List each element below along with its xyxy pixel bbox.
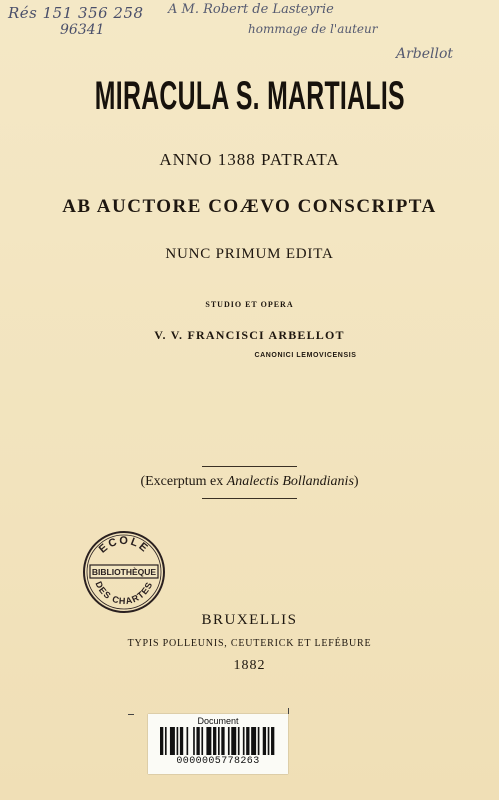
stamp-middle-text: BIBLIOTHÈQUE [91,567,157,577]
label-corner-mark [288,708,289,714]
barcode-bar [243,727,245,755]
subtitle-anno: ANNO 1388 PATRATA [159,150,340,169]
barcode-bar [268,727,270,755]
barcode-bar [228,727,230,755]
barcode-bar [187,727,189,755]
excerpt-note [0,474,499,490]
author-signature: Arbellot [396,46,454,62]
barcode-bar [196,727,199,755]
divider-bottom [202,498,297,499]
barcode-bar [251,727,256,755]
studio-line: STUDIO ET OPERA [205,300,294,309]
barcode-bar [231,727,236,755]
barcode-bar [193,727,195,755]
dedication-line-2: hommage de l'auteur [248,22,378,36]
imprint-printer: TYPIS POLLEUNIS, CEUTERICK ET LEFÉBURE [127,638,372,649]
barcode-bar [213,727,216,755]
barcode-bar [238,727,240,755]
author-title: CANONICI LEMOVICENSIS [254,352,357,359]
barcode-bar [170,727,175,755]
excerpt-prefix: (Excerptum ex [140,474,227,489]
subtitle-auctore: AB AUCTORE COÆVO CONSCRIPTA [62,196,437,217]
barcode-bar [218,727,220,755]
dedication-line-1: A M. Robert de Lasteyrie [168,2,334,17]
barcode-heading: Document [197,716,239,726]
divider-top [202,466,297,467]
stamp-bottom-text: DES CHARTES [93,579,155,607]
label-corner-mark [128,714,134,715]
excerpt-suffix: ) [353,474,359,489]
barcode-bar [177,727,179,755]
barcode-icon [160,727,276,755]
barcode-number: 0000005778263 [176,756,260,767]
barcode-label [148,714,288,774]
barcode-bar [201,727,203,755]
barcode-bar [206,727,211,755]
shelfmark-number-handwritten: 96341 [60,22,105,38]
barcode-bar [258,727,260,755]
imprint-city: BRUXELLIS [201,612,298,628]
stamp-top-text: ECOLE [96,534,152,556]
subtitle-nunc: NUNC PRIMUM EDITA [165,246,334,262]
barcode-bar [165,727,167,755]
barcode-bar [160,727,163,755]
author-name: V. V. FRANCISCI ARBELLOT [154,328,345,342]
barcode-bar [221,727,224,755]
library-stamp [82,530,166,614]
shelfmark-handwritten: Rés 151 356 258 [8,4,144,22]
book-title: MIRACULA S. MARTIALIS [94,74,405,118]
barcode-bar [271,727,274,755]
excerpt-source: Analectis Bollandianis [226,474,354,489]
barcode-bar [263,727,266,755]
imprint-year: 1882 [233,658,266,673]
barcode-bar [246,727,249,755]
barcode-bar [180,727,183,755]
